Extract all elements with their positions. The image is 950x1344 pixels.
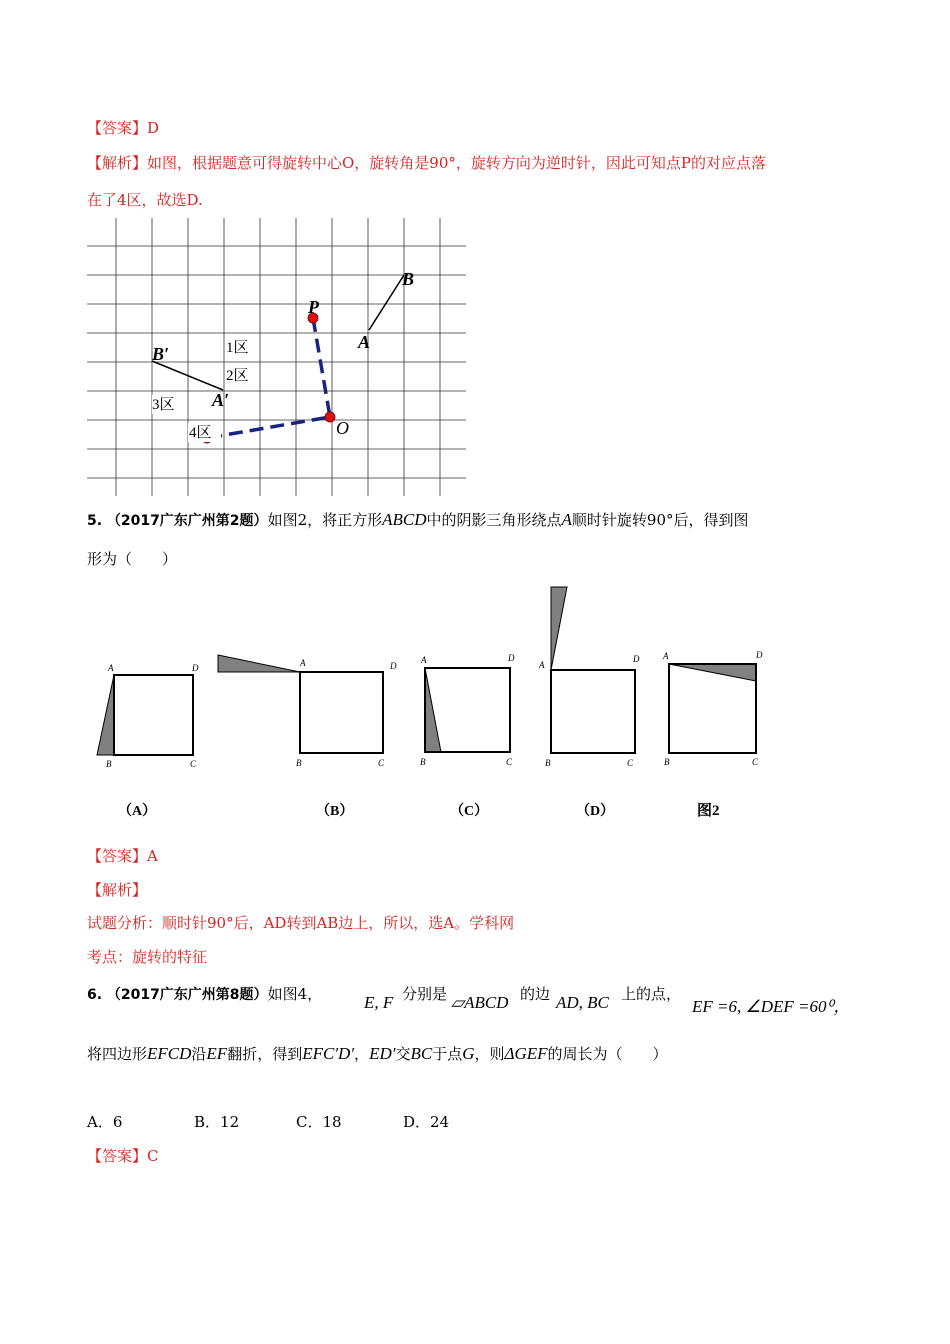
zone-1-label: 1区 <box>226 340 249 356</box>
label-a-prime: A′ <box>212 390 230 410</box>
option-c-caption: （C） <box>450 804 489 819</box>
svg-text:D: D <box>192 663 199 673</box>
q5-number: 5. <box>87 513 103 529</box>
q5-source: （2017广东广州第2题） <box>106 513 268 529</box>
zone-2-label: 2区 <box>226 368 249 384</box>
point-o <box>325 412 335 422</box>
svg-text:B: B <box>420 757 426 767</box>
option-a-figure <box>97 663 199 819</box>
svg-text:C: C <box>190 759 197 769</box>
q6-math: G <box>462 1044 475 1063</box>
q6-math: EFCD <box>147 1044 192 1063</box>
q6-text: ，则 <box>474 1045 505 1063</box>
rotation-grid-figure <box>0 0 950 510</box>
svg-text:B: B <box>296 758 302 768</box>
q5-question-line1 <box>87 509 749 530</box>
option-c-figure <box>420 653 515 819</box>
svg-text:A: A <box>108 663 114 673</box>
label-b: B <box>402 269 415 289</box>
option-b-caption: （B） <box>316 804 354 819</box>
q6-text: 分别是 <box>402 985 448 1003</box>
q4-answer: 【答案】D <box>87 119 160 137</box>
q5-analysis-title: 【解析】 <box>87 881 148 899</box>
svg-text:A: A <box>539 660 545 670</box>
segment-ab <box>369 275 404 330</box>
svg-text:B: B <box>545 758 551 768</box>
q6-text: 上的点， <box>621 985 682 1003</box>
q6-answer: 【答案】C <box>87 1147 159 1165</box>
q5-math-abcd: ABCD <box>382 510 427 529</box>
label-p: P <box>308 297 319 317</box>
svg-text:B: B <box>106 759 112 769</box>
q6-math: EF <box>206 1044 228 1063</box>
svg-text:D: D <box>756 650 763 660</box>
q5-analysis: 试题分析：顺时针90°后，AD转到AB边上，所以，选A。学科网 <box>87 914 515 932</box>
zone-4-label: 4区 <box>189 425 212 441</box>
q6-choice-c: C．18 <box>296 1113 342 1131</box>
q6-text: 的边 <box>520 985 551 1003</box>
svg-text:B: B <box>664 757 670 767</box>
figure-2-caption: 图2 <box>697 803 720 819</box>
option-a-caption: （A） <box>118 804 157 819</box>
q6-text: 将四边形 <box>87 1045 148 1063</box>
option-b-figure <box>218 655 397 819</box>
q6-text: 的周长为（ ） <box>547 1045 668 1063</box>
q6-number: 6. <box>87 987 103 1003</box>
q6-math: EFC′D′ <box>302 1044 355 1063</box>
q6-text: 沿 <box>191 1045 207 1063</box>
figure-2 <box>662 650 763 819</box>
label-o: O <box>336 418 349 438</box>
svg-text:D: D <box>390 661 397 671</box>
q5-point: 考点：旋转的特征 <box>87 948 208 966</box>
grid-lines <box>87 218 466 496</box>
q6-question-line2 <box>87 1043 668 1064</box>
q5-answer: 【答案】A <box>87 847 158 865</box>
q5-text: 顺时针旋转90°后，得到图 <box>571 511 749 529</box>
svg-text:D: D <box>633 654 640 664</box>
svg-text:C: C <box>752 757 759 767</box>
svg-text:A: A <box>300 658 306 668</box>
q6-question-line1 <box>87 983 322 1004</box>
label-a: A <box>358 332 371 352</box>
q6-choice-d: D．24 <box>403 1113 450 1131</box>
q5-options-figure <box>0 580 950 825</box>
q6-text: 交 <box>395 1045 411 1063</box>
q6-text: 如图4， <box>267 985 323 1003</box>
q6-math-ef: E, F <box>364 993 394 1012</box>
q6-math: ED′ <box>369 1044 396 1063</box>
q6-math-condition: EF =6, ∠DEF =60⁰， <box>692 997 851 1016</box>
q5-math-a: A <box>561 510 572 529</box>
q5-text: 如图2，将正方形 <box>267 511 383 529</box>
svg-text:A: A <box>663 651 669 661</box>
svg-text:D: D <box>508 653 515 663</box>
segment-a-prime-b-prime <box>152 361 223 390</box>
q6-text: ， <box>354 1045 370 1063</box>
option-d-caption: （D） <box>576 804 615 819</box>
option-d-figure <box>538 587 640 819</box>
svg-text:C: C <box>378 758 385 768</box>
q6-choice-a: A．6 <box>87 1113 123 1131</box>
q6-source: （2017广东广州第8题） <box>106 987 268 1003</box>
svg-text:C: C <box>506 757 513 767</box>
zone-3-label: 3区 <box>152 397 175 413</box>
q6-math-adbc: AD, BC <box>556 993 609 1012</box>
q5-question-line2: 形为（ ） <box>87 550 178 568</box>
q6-choice-b: B．12 <box>194 1113 240 1131</box>
label-b-prime: B′ <box>152 344 170 364</box>
q6-text: 翻折，得到 <box>227 1045 303 1063</box>
svg-text:A: A <box>421 655 427 665</box>
q4-analysis-line2: 在了4区，故选D. <box>87 191 203 209</box>
q6-math: ΔGEF <box>504 1044 548 1063</box>
q5-text: 中的阴影三角形绕点 <box>426 511 562 529</box>
q4-analysis-line1: 【解析】如图，根据题意可得旋转中心O，旋转角是90°，旋转方向为逆时针，因此可知点P的对应点落 <box>87 154 766 172</box>
q6-math-abcd: ▱ABCD <box>451 993 509 1012</box>
q6-text: 于点 <box>432 1045 463 1063</box>
q6-math: BC <box>410 1044 433 1063</box>
svg-text:C: C <box>627 758 634 768</box>
